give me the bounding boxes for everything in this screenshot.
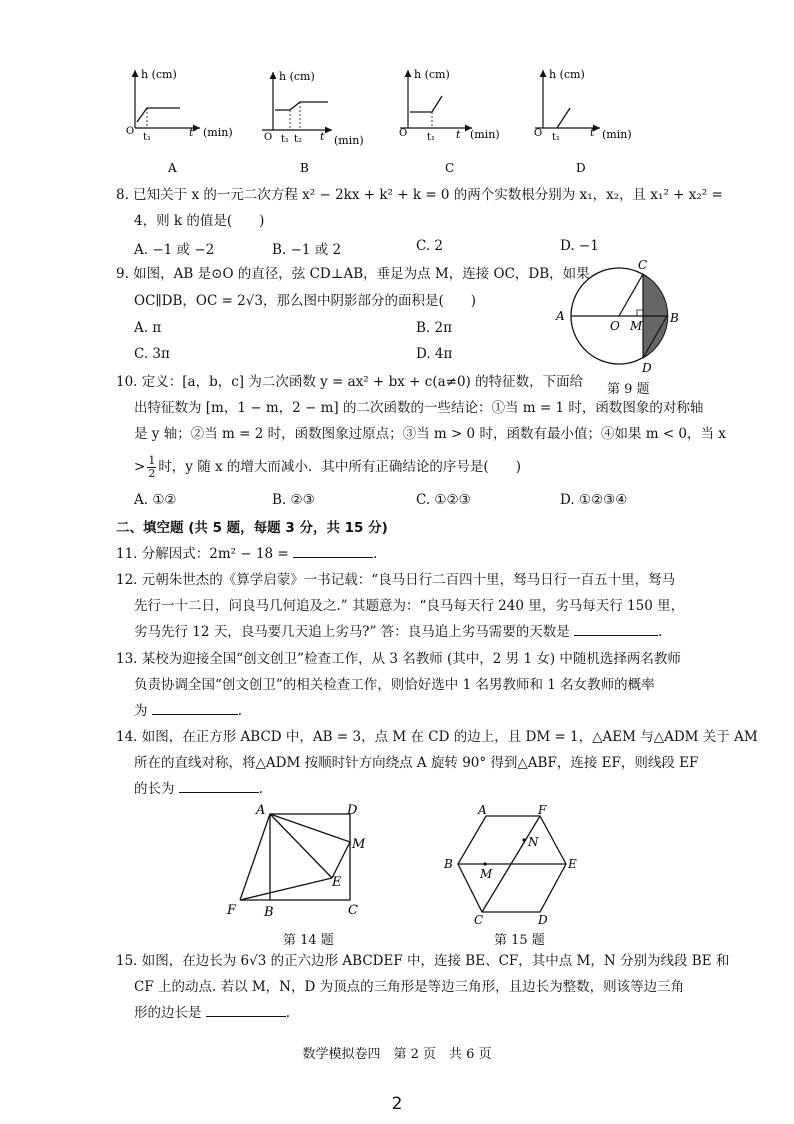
q14-caption: 第 14 题 [283,933,334,948]
q9-option-b[interactable]: B. 2π [416,320,452,336]
q14-line3 [134,780,263,798]
q14-label-c: C [348,903,358,918]
page-number: 2 [391,1094,403,1114]
q15-line2: CF 上的动点. 若以 M，N，D 为顶点的三角形是等边三角形，且边长为整数，则该等边三角 [134,979,685,995]
graph-b[interactable] [262,70,364,175]
q15-figure [440,800,590,926]
q15-line1: 15. 如图，在边长为 6√3 的正六边形 ABCDEF 中，连接 BE、CF，其中点 M，N 分别为线段 BE 和 [116,953,730,969]
graph-b-xlabel: t [320,130,325,143]
q15-label-f: F [538,803,547,817]
q12-line1: 12. 元朝朱世杰的《算学启蒙》一书记载：“良马日行二百四十里，驽马日行一百五十里，驽马 [116,572,676,588]
q10-option-c[interactable]: C. ①②③ [416,492,471,508]
graph-a-letter: A [168,161,177,175]
graph-c-t1: t₁ [427,132,436,143]
q9-label-d: D [642,361,652,374]
page-footer: 数学模拟卷四 第 2 页 共 6 页 [302,1047,492,1062]
q10-option-a[interactable]: A. ①② [134,492,177,508]
graph-a-xlabel: t [189,126,194,139]
q10-gt: > [134,459,146,475]
q13-line1: 13. 某校为迎接全国“创文创卫”检查工作，从 3 名教师 (其中，2 男 1 女) 中随机选择两名教师 [116,651,681,667]
q13-line3 [134,702,242,720]
graph-b-t1: t₁ [281,134,290,145]
q13-end: . [237,703,243,719]
q9-option-d[interactable]: D. 4π [416,346,453,362]
q8-option-c[interactable]: C. 2 [416,238,444,254]
q10-frac-den: 2 [148,467,156,480]
graph-b-t2: t₂ [294,134,303,145]
q9-option-a[interactable]: A. π [134,320,162,336]
graph-d-xunit: (min) [602,128,632,141]
q15-line3 [134,1004,290,1022]
q10-line2: 出特征数为 [m，1 − m，2 − m] 的二次函数的一些结论：①当 m = 1 时，函数图象的对称轴 [134,400,704,416]
q8-option-b[interactable]: B. −1 或 2 [272,242,342,258]
q14-answer-blank[interactable] [179,780,259,793]
q13-answer-blank[interactable] [152,702,238,715]
q14-label-b: B [264,905,274,920]
graph-a-ylabel: h (cm) [141,68,177,81]
q9-line1: 9. 如图，AB 是⊙O 的直径，弦 CD⊥AB，垂足为点 M，连接 OC，DB，如果 [116,266,590,282]
q10-line3: 是 y 轴；②当 m = 2 时，函数图象过原点；③当 m > 0 时，函数有最小值；④如果 m < 0，当 x [134,426,726,442]
section2-title: 二、填空题 (共 5 题，每题 3 分，共 15 分) [116,520,388,536]
q15-answer-blank[interactable] [206,1004,286,1017]
q11-end: . [373,546,378,562]
q12-line3-text: 劣马先行 12 天，良马要几天追上劣马?” 答：良马追上劣马需要的天数是 [134,624,570,640]
graph-c-xunit: (min) [470,128,500,141]
q10-option-b[interactable]: B. ②③ [272,492,315,508]
q8-option-a[interactable]: A. −1 或 −2 [134,242,215,258]
q12-line2: 先行一十二日，问良马几何追及之.” 其题意为：“良马每天行 240 里，劣马每天行 150 里， [134,598,685,614]
graph-d-t1: t₁ [552,132,561,143]
q8-line2: 4，则 k 的值是( ) [134,213,265,229]
q8-option-d[interactable]: D. −1 [560,238,599,254]
q10-fraction [147,455,156,480]
graph-a-t1: t₁ [143,132,152,143]
graph-c-letter: C [445,161,455,175]
q10-line4-text: 时，y 随 x 的增大而减小．其中所有正确结论的序号是( ) [158,459,521,475]
q12-line3 [134,623,662,641]
q15-label-c: C [474,913,484,926]
q9-figure [550,256,690,374]
q15-end: . [285,1005,291,1021]
q11-line [116,545,377,563]
q9-label-m: M [630,319,643,333]
graph-a-xunit: (min) [203,126,233,139]
graph-d-origin: O [534,128,543,139]
q10-frac-num: 1 [148,454,156,467]
graph-a-origin: O [126,126,135,137]
q10-line1: 10. 定义：[a，b，c] 为二次函数 y = ax² + bx + c(a≠0) 的特征数，下面给 [116,374,584,390]
graph-b-ylabel: h (cm) [279,70,315,83]
q14-line2: 所在的直线对称，将△ADM 按顺时针方向绕点 A 旋转 90° 得到△ABF，连接 EF，则线段 EF [134,755,699,771]
q11-text: 11. 分解因式：2m² − 18 = [116,546,289,562]
q15-label-n: N [528,835,539,849]
q14-end: . [258,781,264,797]
graph-d[interactable] [534,68,632,175]
q13-line2: 负责协调全国“创文创卫”的相关检查工作，则恰好选中 1 名男教师和 1 名女教师的概率 [134,677,655,693]
q15-label-b: B [444,857,453,871]
graph-b-xunit: (min) [334,134,364,147]
q13-line3-text: 为 [134,703,148,719]
q15-caption: 第 15 题 [494,933,545,948]
graph-c-origin: O [399,128,408,139]
q9-line2: OC∥DB，OC = 2√3，那么图中阴影部分的面积是( ) [134,293,476,309]
graph-c[interactable] [399,68,500,175]
q14-label-m: M [352,837,366,852]
q15-label-m: M [480,867,493,881]
graph-d-letter: D [576,161,586,175]
graph-b-letter: B [300,161,309,175]
q15-label-d: D [538,913,548,926]
graph-d-xlabel: t [590,126,595,139]
q9-label-a: A [556,309,565,323]
q12-end: . [658,624,663,640]
graph-c-xlabel: t [456,128,461,141]
q9-label-o: O [610,319,620,333]
q9-option-c[interactable]: C. 3π [134,346,170,362]
graph-d-ylabel: h (cm) [549,68,585,81]
q11-answer-blank[interactable] [293,545,373,558]
q10-line4 [134,455,521,480]
q14-line3-text: 的长为 [134,781,175,797]
q14-figure [222,802,382,922]
q10-option-d[interactable]: D. ①②③④ [560,492,628,508]
q14-label-a: A [256,803,266,818]
q8-line1: 8. 已知关于 x 的一元二次方程 x² − 2kx + k² + k = 0 的两个实数根分别为 x₁，x₂，且 x₁² + x₂² = [116,187,723,203]
q15-label-e: E [568,857,577,871]
q14-label-e: E [332,875,342,890]
graph-c-ylabel: h (cm) [414,68,450,81]
q9-caption: 第 9 题 [607,382,650,397]
graph-a[interactable] [126,68,233,175]
q15-label-a: A [478,803,487,817]
q14-label-d: D [347,803,358,818]
q9-label-c: C [638,258,648,272]
graph-b-origin: O [264,132,273,143]
q9-label-b: B [670,311,679,325]
q7-graph-options [110,66,670,176]
q12-answer-blank[interactable] [574,623,658,636]
q14-label-f: F [227,903,237,918]
q15-line3-text: 形的边长是 [134,1005,202,1021]
q14-line1: 14. 如图，在正方形 ABCD 中，AB = 3，点 M 在 CD 的边上，且 DM = 1，△AEM 与△ADM 关于 AM [116,729,758,745]
